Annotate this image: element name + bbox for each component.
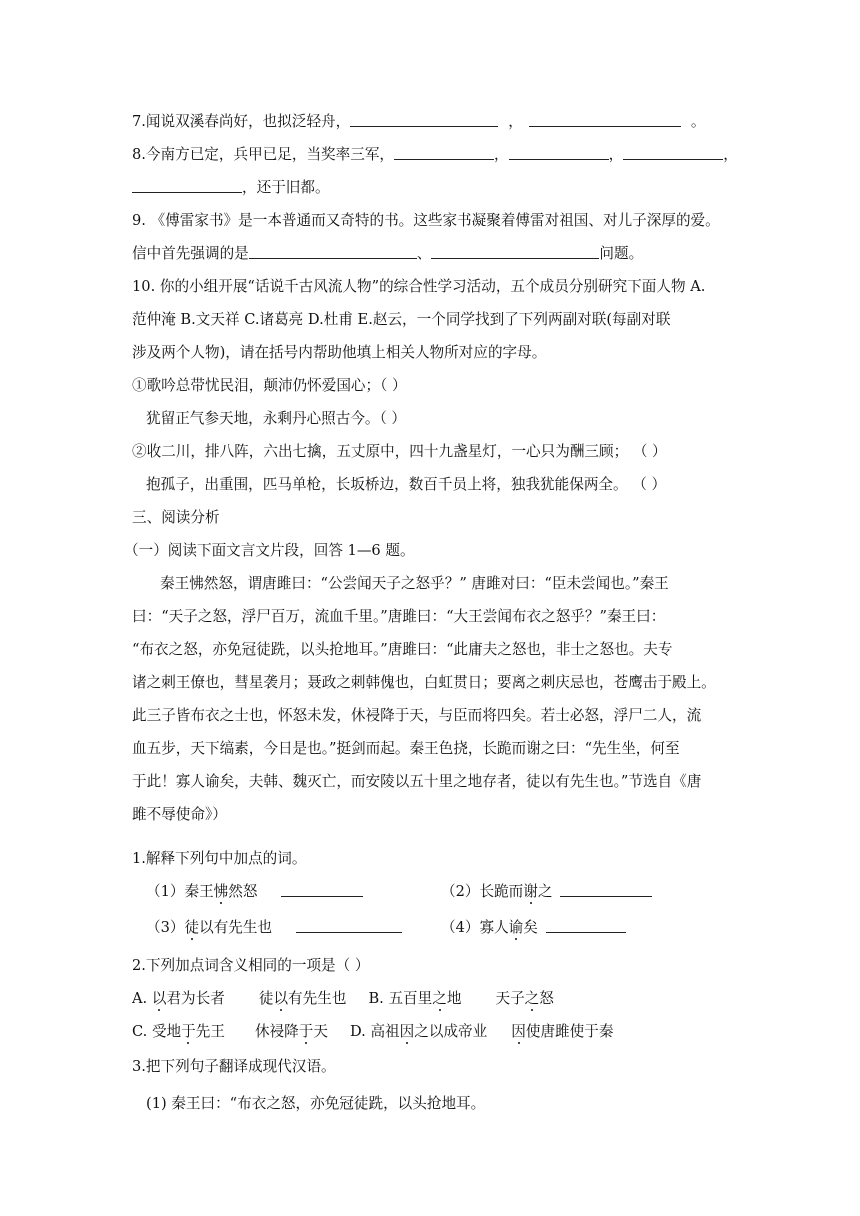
passage-line	[132, 805, 732, 825]
passage-text: 秦王怫然怒，谓唐雎曰：“公尝闻天子之怒乎？” 唐雎对曰：“臣未尝闻也。”秦王	[160, 575, 669, 592]
q1-item-2-pre: （2）长跪而	[441, 883, 524, 900]
couplet-1-a-text[interactable]: ①歌吟总带忧民泪，颠沛仍怀爱国心；（ ）	[132, 377, 407, 394]
q1-item-3-post: 以有先生也	[199, 919, 273, 936]
q8-comma-3: ，	[723, 146, 738, 163]
q2-option-b-label[interactable]: B.	[368, 990, 389, 1007]
section-3-title: 三、阅读分析	[132, 509, 220, 526]
section-3-heading	[132, 508, 732, 528]
q1-item-2-post: 之	[537, 883, 553, 900]
q9-line-1: 9. 《傅雷家书》是一本普通而又奇特的书。这些家书凝聚着傅雷对祖国、对儿子深厚的爱。	[132, 212, 720, 229]
question-1-item-4	[441, 918, 741, 938]
passage-line	[132, 772, 732, 792]
question-9	[132, 211, 732, 231]
question-10-line-1	[132, 277, 732, 297]
couplet-1-b-text[interactable]: 犹留正气参天地，永剩丹心照古今。（ ）	[146, 410, 407, 427]
passage-text: 于此！寡人谕矣，夫韩、魏灭亡，而安陵以五十里之地存者，徒以有先生也。”节选自《唐	[132, 773, 702, 790]
q2-b2-dotted: 之	[524, 990, 540, 1007]
q1-title-text: 1.解释下列句中加点的词。	[132, 850, 307, 867]
passage-text: 雎不辱使命》）	[132, 806, 227, 823]
question-1-title	[132, 849, 732, 869]
question-8	[132, 145, 738, 165]
couplet-1-a	[132, 376, 732, 396]
q2-option-a-label[interactable]: A.	[132, 990, 152, 1007]
q1-item-3-pre: （3）	[146, 919, 185, 936]
q1-item-4-post: 矣	[523, 919, 538, 936]
q2-title-text: 2.下列加点词含义相同的一项是（ ）	[132, 957, 370, 974]
question-9-line-2	[132, 244, 732, 264]
q1-item-2-dotted: 谢	[523, 883, 538, 900]
q8-comma-2: ，	[608, 146, 624, 163]
q1-item-4-dotted: 谕	[508, 919, 524, 936]
q9-tail: 问题。	[599, 245, 644, 262]
passage-text: “布衣之怒，亦免冠徒跣，以头抢地耳。”唐雎曰：“此庸夫之怒也，非士之怒也。夫专	[132, 641, 673, 658]
q7-comma: ，	[508, 113, 523, 130]
q10-text-1: 10. 你的小组开展“话说千古风流人物”的综合性学习活动，五个成员分别研究下面人物 A.	[132, 278, 706, 295]
question-8-line-2	[132, 178, 732, 198]
q1-item-1-blank[interactable]	[281, 882, 363, 897]
q1-item-4-pre: （4）寡人	[441, 919, 509, 936]
passage-line	[132, 673, 732, 693]
q7-blank-1[interactable]	[350, 112, 498, 127]
question-3-title	[132, 1057, 732, 1077]
q7-text: 7.闻说双溪春尚好，也拟泛轻舟，	[132, 113, 351, 130]
q9-blank-1[interactable]	[249, 244, 417, 259]
q2-d1-dotted: 因	[399, 1023, 415, 1040]
question-10-line-3	[132, 343, 732, 363]
couplet-1-b	[146, 409, 746, 429]
q9-sep: 、	[416, 245, 432, 262]
q10-text-3: 涉及两个人物)，请在括号内帮助他填上相关人物所对应的字母。	[132, 344, 547, 361]
couplet-2-b	[146, 475, 746, 495]
part-1-heading	[124, 541, 724, 561]
q1-item-1-pre: （1）秦王	[146, 883, 214, 900]
q10-text-2: 范仲淹 B.文天祥 C.诸葛亮 D.杜甫 E.赵云，一个同学找到了下列两副对联(每副对联	[132, 311, 671, 328]
q8-blank-1[interactable]	[394, 145, 494, 160]
q2-d2-dotted: 因	[511, 1023, 526, 1040]
question-2-options-row-2: C. 受地于先王 休祲降于天 D. 高祖因之以成帝业 因使唐雎使于秦	[132, 1023, 614, 1040]
couplet-2-a-text[interactable]: ②收二川，排八阵，六出七擒，五丈原中，四十九盏星灯，一心只为酬三顾； （ ）	[132, 443, 667, 460]
q8-comma-1: ，	[494, 146, 509, 163]
passage-text: 此三子皆布衣之士也，怀怒未发，休祲降于天，与臣而将四矣。若士必怒，浮尸二人，流	[132, 707, 702, 724]
q2-option-d-label[interactable]: D.	[349, 1023, 371, 1040]
q9-head: 信中首先强调的是	[132, 245, 249, 262]
passage-line	[132, 607, 732, 627]
question-3-sentence-1	[146, 1094, 746, 1114]
q8-blank-3[interactable]	[623, 145, 723, 160]
q2-c1-dotted: 于	[181, 1023, 196, 1040]
q8-blank-2[interactable]	[509, 145, 609, 160]
q8-blank-4[interactable]	[132, 178, 242, 193]
q1-item-3-blank[interactable]	[296, 918, 402, 933]
q3-sentence-1-text: (1) 秦王曰：“布衣之怒，亦免冠徒跣，以头抢地耳。	[146, 1095, 486, 1112]
q2-a1-dotted: 以	[151, 990, 167, 1007]
q1-item-1-post: 然怒	[228, 883, 258, 900]
q7-end: 。	[690, 113, 706, 130]
passage-text: 曰：“天子之怒，浮尸百万，流血千里。”唐雎曰：“大王尝闻布衣之怒乎？”秦王曰：	[132, 608, 666, 625]
couplet-2-b-text[interactable]: 抱孤子，出重围，匹马单枪，长坂桥边，数百千员上将，独我犹能保两全。 （ ）	[146, 476, 667, 493]
q2-option-c-label[interactable]: C.	[132, 1023, 152, 1040]
question-2-title	[132, 956, 732, 976]
q8-text: 8.今南方已定，兵甲已足，当奖率三军，	[132, 146, 395, 163]
passage-text: 诸之刺王僚也，彗星袭月；聂政之刺韩傀也，白虹贯日；要离之刺庆忌也，苍鹰击于殿上。	[132, 674, 716, 691]
question-10-line-2	[132, 310, 732, 330]
passage-line	[132, 706, 732, 726]
q9-blank-2[interactable]	[431, 244, 599, 259]
q1-item-4-blank[interactable]	[546, 918, 626, 933]
q1-item-1-dotted: 怫	[213, 883, 229, 900]
couplet-2-a	[132, 442, 732, 462]
q1-item-3-dotted: 徒	[184, 919, 200, 936]
passage-line	[132, 739, 732, 759]
q1-item-2-blank[interactable]	[560, 882, 652, 897]
q2-a2-dotted: 以	[273, 990, 289, 1007]
q2-c2-dotted: 于	[298, 1023, 314, 1040]
q2-b1-dotted: 之	[432, 990, 447, 1007]
part-1-title: （一）阅读下面文言文片段，回答 1—6 题。	[124, 542, 415, 559]
q7-blank-2[interactable]	[529, 112, 681, 127]
passage-line	[132, 640, 732, 660]
passage-line	[160, 574, 760, 594]
question-7	[132, 112, 732, 132]
q3-title-text: 3.把下列句子翻译成现代汉语。	[132, 1058, 336, 1075]
q8-tail: ，还于旧都。	[242, 179, 330, 196]
question-1-item-2	[441, 882, 741, 902]
question-2-options-row-1: A. 以君为长者 徒以有先生也 B. 五百里之地 天子之怒	[132, 990, 554, 1007]
passage-text: 血五步，天下缟素，今日是也。”挺剑而起。秦王色挠，长跪而谢之曰：“先生坐，何至	[132, 740, 680, 757]
